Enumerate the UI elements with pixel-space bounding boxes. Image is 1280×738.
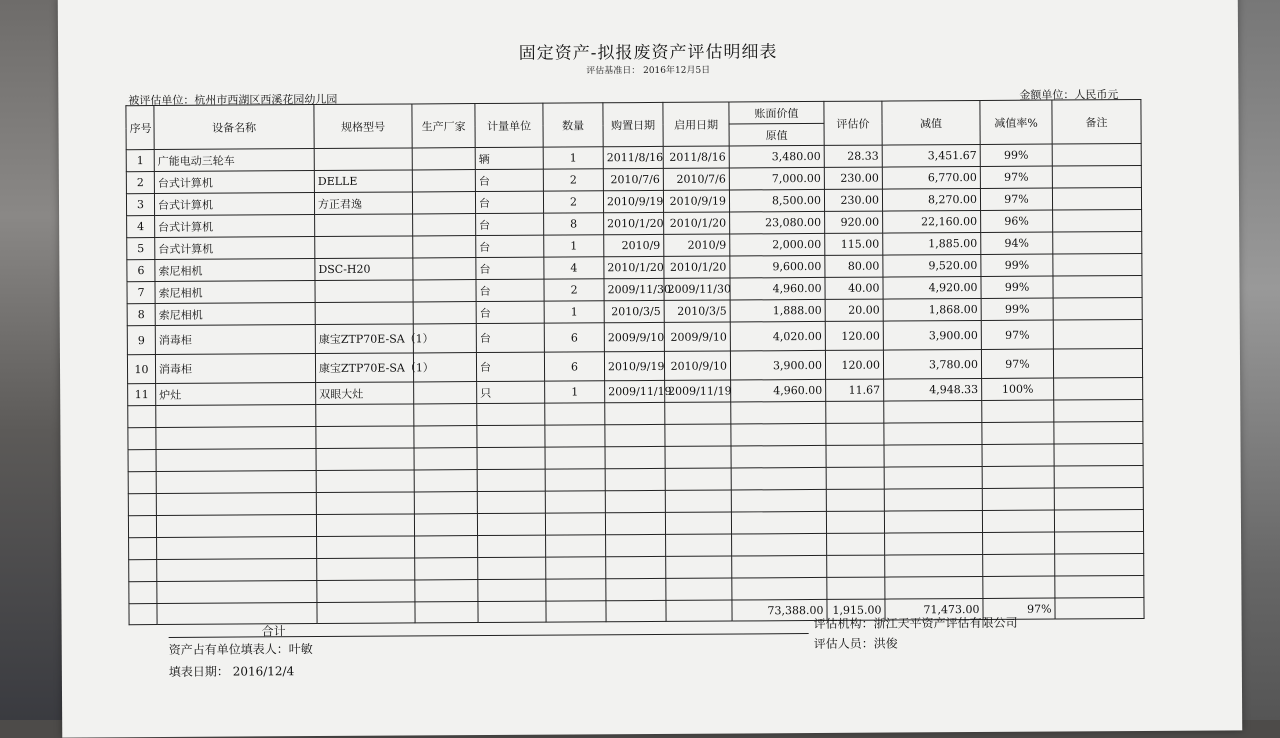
header-name: 设备名称: [154, 105, 314, 150]
empty-cell: [128, 406, 156, 428]
empty-cell: [415, 580, 478, 602]
cell-rate: 96%: [981, 210, 1053, 232]
empty-cell: [414, 448, 477, 470]
empty-cell: [826, 401, 884, 423]
empty-cell: [478, 535, 546, 557]
cell-note: [1053, 253, 1142, 276]
cell-seq: 4: [127, 216, 155, 238]
empty-cell: [477, 447, 545, 469]
header-unit: 计量单位: [475, 103, 543, 147]
empty-cell: [156, 405, 316, 428]
cell-orig: 4,960.00: [731, 379, 826, 402]
empty-cell: [982, 510, 1054, 532]
empty-cell: [605, 490, 665, 512]
evaluated-unit: 被评估单位：杭州市西湖区西溪花园幼儿园: [128, 92, 338, 108]
empty-cell: [546, 535, 606, 557]
cell-buy: 2009/11/19: [605, 380, 665, 402]
empty-cell: [157, 537, 317, 560]
empty-cell: [1054, 487, 1143, 510]
cell-rate: 97%: [980, 188, 1052, 210]
empty-cell: [477, 469, 545, 491]
empty-cell: [414, 514, 477, 536]
cell-use: 2010/9/19: [663, 190, 729, 212]
cell-name: 索尼相机: [155, 303, 315, 326]
cell-buy: 2011/8/16: [603, 146, 663, 168]
cell-orig: 1,888.00: [730, 299, 825, 322]
empty-cell: [157, 559, 317, 582]
cell-model: 康宝ZTP70E-SA（1）: [315, 353, 413, 383]
empty-cell: [826, 467, 884, 489]
empty-cell: [826, 489, 884, 511]
cell-note: [1053, 319, 1142, 349]
empty-cell: [732, 555, 827, 578]
cell-seq: 2: [126, 172, 154, 194]
empty-cell: [982, 444, 1054, 466]
empty-cell: [478, 601, 546, 622]
cell-seq: 3: [126, 194, 154, 216]
empty-cell: [156, 427, 316, 450]
empty-cell: [731, 401, 826, 424]
empty-cell: [1055, 553, 1144, 576]
empty-cell: [128, 472, 156, 494]
cell-maker: [414, 382, 477, 404]
base-date: 评估基准日： 2016年12月5日: [586, 65, 711, 77]
cell-dec: 3,451.67: [882, 144, 980, 167]
empty-cell: [666, 534, 732, 556]
empty-cell: [316, 426, 414, 449]
cell-seq: 9: [127, 326, 155, 355]
cell-buy: 2009/9/10: [604, 322, 664, 351]
cell-rate: 99%: [981, 276, 1053, 298]
empty-cell: [128, 450, 156, 472]
evaluation-agency: 评估机构：浙江天平资产评估有限公司: [813, 615, 1018, 632]
empty-cell: [414, 492, 477, 514]
empty-cell: [665, 468, 731, 490]
cell-orig: 2,000.00: [730, 233, 825, 256]
empty-cell: [827, 533, 885, 555]
cell-eval: 120.00: [825, 350, 883, 379]
cell-maker: [412, 192, 475, 214]
empty-cell: [666, 600, 732, 621]
empty-cell: [415, 536, 478, 558]
empty-cell: [826, 423, 884, 445]
cell-dec: 6,770.00: [882, 166, 980, 189]
cell-note: [1053, 231, 1142, 254]
empty-cell: [1054, 465, 1143, 488]
cell-note: [1052, 187, 1141, 210]
cell-note: [1053, 209, 1142, 232]
empty-cell: [665, 446, 731, 468]
cell-unit: 只: [477, 381, 545, 403]
cell-buy: 2010/1/20: [604, 256, 664, 278]
cell-use: 2010/9: [664, 234, 730, 256]
total-eval: 1,915.00: [827, 599, 885, 620]
empty-cell: [606, 556, 666, 578]
cell-dec: 4,948.33: [884, 378, 982, 401]
cell-name: 消毒柜: [155, 325, 315, 355]
empty-cell: [478, 579, 546, 601]
cell-seq: 8: [127, 304, 155, 326]
cell-maker: [413, 302, 476, 324]
cell-unit: 台: [476, 213, 544, 235]
cell-dec: 22,160.00: [883, 210, 981, 233]
empty-cell: [129, 560, 157, 582]
document-title: 固定资产-拟报废资产评估明细表: [518, 42, 778, 64]
empty-cell: [884, 510, 982, 533]
cell-eval: 20.00: [825, 299, 883, 321]
cell-eval: 40.00: [825, 277, 883, 299]
empty-cell: [546, 579, 606, 601]
empty-cell: [982, 400, 1054, 422]
cell-eval: 28.33: [824, 145, 882, 167]
cell-buy: 2009/11/30: [604, 278, 664, 300]
cell-use: 2009/11/19: [665, 380, 731, 402]
empty-cell: [1055, 575, 1144, 598]
cell-model: DELLE: [314, 170, 412, 193]
cell-dec: 8,270.00: [882, 188, 980, 211]
total-rate: 97%: [983, 598, 1055, 619]
header-model: 规格型号: [314, 104, 412, 149]
empty-cell: [546, 601, 606, 622]
empty-cell: [129, 538, 157, 560]
empty-cell: [884, 466, 982, 489]
empty-cell: [317, 558, 415, 581]
cell-eval: 80.00: [825, 255, 883, 277]
empty-cell: [477, 425, 545, 447]
cell-qty: 1: [544, 235, 604, 257]
empty-cell: [983, 576, 1055, 598]
cell-name: 索尼相机: [155, 281, 315, 304]
cell-dec: 1,885.00: [883, 232, 981, 255]
cell-qty: 4: [544, 257, 604, 279]
cell-dec: 3,780.00: [883, 349, 981, 379]
cell-use: 2011/8/16: [663, 146, 729, 168]
cell-use: 2010/9/10: [664, 351, 730, 380]
cell-unit: 台: [476, 323, 544, 352]
cell-use: 2010/3/5: [664, 300, 730, 322]
cell-note: [1052, 143, 1141, 166]
cell-orig: 7,000.00: [729, 167, 824, 190]
empty-cell: [982, 466, 1054, 488]
cell-eval: 11.67: [826, 379, 884, 401]
cell-seq: 1: [126, 150, 154, 172]
cell-rate: 97%: [980, 166, 1052, 188]
empty-cell: [665, 402, 731, 424]
cell-qty: 8: [544, 213, 604, 235]
empty-cell: [477, 491, 545, 513]
cell-use: 2009/11/30: [664, 278, 730, 300]
empty-cell: [827, 555, 885, 577]
empty-cell: [884, 400, 982, 423]
cell-rate: 100%: [982, 378, 1054, 400]
empty-cell: [666, 578, 732, 600]
cell-model: 双眼大灶: [316, 382, 414, 405]
empty-cell: [157, 581, 317, 604]
empty-cell: [605, 402, 665, 424]
empty-cell: [128, 516, 156, 538]
empty-cell: [545, 425, 605, 447]
empty-cell: [156, 449, 316, 472]
empty-cell: [1055, 597, 1144, 619]
cell-buy: 2010/9/19: [603, 190, 663, 212]
empty-cell: [884, 422, 982, 445]
empty-cell: [884, 444, 982, 467]
cell-maker: [412, 170, 475, 192]
cell-buy: 2010/9: [604, 234, 664, 256]
cell-orig: 8,500.00: [729, 189, 824, 212]
empty-cell: [128, 494, 156, 516]
cell-qty: 6: [544, 323, 604, 352]
cell-eval: 115.00: [825, 233, 883, 255]
cell-unit: 辆: [475, 147, 543, 169]
cell-unit: 台: [476, 235, 544, 257]
empty-cell: [885, 532, 983, 555]
cell-qty: 1: [543, 147, 603, 169]
cell-rate: 94%: [981, 232, 1053, 254]
cell-orig: 9,600.00: [730, 255, 825, 278]
empty-cell: [316, 470, 414, 493]
cell-qty: 2: [543, 191, 603, 213]
empty-cell: [885, 576, 983, 599]
cell-model: [314, 148, 412, 171]
empty-cell: [415, 558, 478, 580]
cell-qty: 2: [544, 279, 604, 301]
empty-cell: [665, 424, 731, 446]
header-qty: 数量: [543, 103, 603, 147]
empty-cell: [477, 403, 545, 425]
cell-model: [315, 236, 413, 259]
cell-qty: 2: [543, 169, 603, 191]
empty-cell: [129, 604, 157, 625]
empty-cell: [731, 467, 826, 490]
cell-use: 2010/1/20: [664, 256, 730, 278]
empty-cell: [545, 447, 605, 469]
cell-rate: 99%: [981, 298, 1053, 320]
cell-rate: 97%: [981, 349, 1053, 378]
empty-cell: [317, 580, 415, 603]
header-use-date: 启用日期: [663, 102, 729, 146]
cell-name: 台式计算机: [155, 237, 315, 260]
empty-cell: [665, 490, 731, 512]
cell-maker: [413, 258, 476, 280]
empty-cell: [545, 469, 605, 491]
cell-use: 2010/1/20: [664, 212, 730, 234]
cell-name: 台式计算机: [154, 193, 314, 216]
empty-cell: [605, 424, 665, 446]
paper-sheet: [58, 0, 1242, 738]
filler-name: 资产占有单位填表人：叶敏: [168, 642, 313, 657]
empty-cell: [731, 511, 826, 534]
cell-buy: 2010/3/5: [604, 300, 664, 322]
cell-dec: 3,900.00: [883, 320, 981, 350]
cell-name: 消毒柜: [155, 354, 315, 384]
empty-cell: [545, 513, 605, 535]
empty-cell: [414, 426, 477, 448]
cell-orig: 4,960.00: [730, 277, 825, 300]
empty-cell: [477, 513, 545, 535]
header-rate: 减值率%: [980, 100, 1052, 144]
header-decrease: 减值: [882, 100, 980, 145]
cell-orig: 3,480.00: [729, 145, 824, 168]
empty-cell: [826, 511, 884, 533]
cell-eval: 120.00: [825, 321, 883, 350]
empty-cell: [414, 470, 477, 492]
cell-seq: 10: [127, 355, 155, 384]
empty-cell: [1055, 531, 1144, 554]
cell-name: 台式计算机: [154, 171, 314, 194]
cell-model: [315, 280, 413, 303]
empty-cell: [1054, 509, 1143, 532]
cell-unit: 台: [475, 191, 543, 213]
cell-seq: 5: [127, 238, 155, 260]
cell-seq: 6: [127, 260, 155, 282]
cell-unit: 台: [475, 169, 543, 191]
empty-cell: [666, 556, 732, 578]
empty-cell: [316, 448, 414, 471]
cell-orig: 4,020.00: [730, 321, 825, 351]
empty-cell: [1054, 399, 1143, 422]
empty-cell: [982, 422, 1054, 444]
empty-cell: [157, 603, 317, 625]
empty-cell: [317, 602, 415, 624]
total-dec: 71,473.00: [885, 598, 983, 620]
table-body: [126, 143, 1144, 624]
total-orig: 73,388.00: [732, 599, 827, 621]
cell-maker: [413, 214, 476, 236]
empty-cell: [826, 445, 884, 467]
empty-cell: [606, 534, 666, 556]
empty-cell: [478, 557, 546, 579]
cell-orig: 23,080.00: [730, 211, 825, 234]
cell-eval: 230.00: [824, 167, 882, 189]
empty-cell: [731, 489, 826, 512]
empty-cell: [1054, 421, 1143, 444]
cell-dec: 9,520.00: [883, 254, 981, 277]
cell-eval: 230.00: [824, 189, 882, 211]
cell-orig: 3,900.00: [730, 350, 825, 380]
empty-cell: [884, 488, 982, 511]
currency-unit: 金额单位：人民币元: [1019, 88, 1119, 102]
cell-dec: 4,920.00: [883, 276, 981, 299]
cell-eval: 920.00: [825, 211, 883, 233]
cell-qty: 1: [544, 301, 604, 323]
cell-model: [315, 214, 413, 237]
cell-rate: 97%: [981, 320, 1053, 349]
cell-unit: 台: [476, 301, 544, 323]
empty-cell: [1054, 443, 1143, 466]
empty-cell: [317, 536, 415, 559]
cell-buy: 2010/1/20: [604, 212, 664, 234]
cell-note: [1053, 297, 1142, 320]
cell-model: [315, 302, 413, 325]
total-label: 合计: [261, 624, 286, 639]
empty-cell: [605, 468, 665, 490]
cell-seq: 7: [127, 282, 155, 304]
cell-note: [1054, 377, 1143, 400]
cell-qty: 6: [544, 352, 604, 381]
empty-cell: [129, 582, 157, 604]
empty-cell: [827, 577, 885, 599]
empty-cell: [545, 403, 605, 425]
cell-model: 方正君逸: [314, 192, 412, 215]
empty-cell: [732, 533, 827, 556]
cell-dec: 1,868.00: [883, 298, 981, 321]
cell-seq: 11: [128, 384, 156, 406]
empty-cell: [605, 446, 665, 468]
cell-use: 2010/7/6: [663, 168, 729, 190]
header-eval: 评估价: [824, 101, 882, 145]
header-seq: 序号: [126, 106, 154, 150]
cell-note: [1052, 165, 1141, 188]
empty-cell: [316, 514, 414, 537]
cell-rate: 99%: [980, 144, 1052, 166]
fill-date: 填表日期： 2016/12/4: [168, 664, 295, 679]
cell-maker: [413, 236, 476, 258]
cell-note: [1053, 348, 1142, 378]
cell-name: 索尼相机: [155, 259, 315, 282]
cell-buy: 2010/9/19: [604, 351, 664, 380]
cell-rate: 99%: [981, 254, 1053, 276]
cell-use: 2009/9/10: [664, 322, 730, 351]
empty-cell: [606, 600, 666, 621]
cell-maker: [413, 280, 476, 302]
empty-cell: [606, 578, 666, 600]
empty-cell: [156, 493, 316, 516]
empty-cell: [128, 428, 156, 450]
empty-cell: [414, 404, 477, 426]
empty-cell: [545, 491, 605, 513]
empty-cell: [732, 577, 827, 600]
empty-cell: [983, 532, 1055, 554]
empty-cell: [885, 554, 983, 577]
empty-cell: [316, 404, 414, 427]
empty-cell: [415, 602, 478, 623]
cell-name: 炉灶: [156, 383, 316, 406]
cell-buy: 2010/7/6: [603, 168, 663, 190]
header-book-value: 账面价值: [729, 101, 824, 124]
cell-unit: 台: [476, 257, 544, 279]
empty-cell: [546, 557, 606, 579]
empty-cell: [983, 554, 1055, 576]
header-maker: 生产厂家: [412, 104, 475, 148]
empty-cell: [665, 512, 731, 534]
empty-cell: [731, 423, 826, 446]
empty-cell: [605, 512, 665, 534]
header-note: 备注: [1052, 99, 1141, 144]
empty-cell: [316, 492, 414, 515]
evaluator-name: 评估人员：洪俊: [813, 636, 898, 652]
empty-cell: [156, 515, 316, 538]
cell-note: [1053, 275, 1142, 298]
cell-model: DSC-H20: [315, 258, 413, 281]
cell-unit: 台: [476, 352, 544, 381]
empty-cell: [731, 445, 826, 468]
header-original: 原值: [729, 123, 824, 146]
cell-name: 台式计算机: [155, 215, 315, 238]
empty-cell: [156, 471, 316, 494]
header-buy-date: 购置日期: [603, 102, 663, 146]
asset-table: [125, 99, 1144, 625]
cell-name: 广能电动三轮车: [154, 149, 314, 172]
cell-qty: 1: [545, 381, 605, 403]
cell-maker: [412, 148, 475, 170]
cell-unit: 台: [476, 279, 544, 301]
empty-cell: [982, 488, 1054, 510]
cell-model: 康宝ZTP70E-SA（1）: [315, 324, 413, 354]
